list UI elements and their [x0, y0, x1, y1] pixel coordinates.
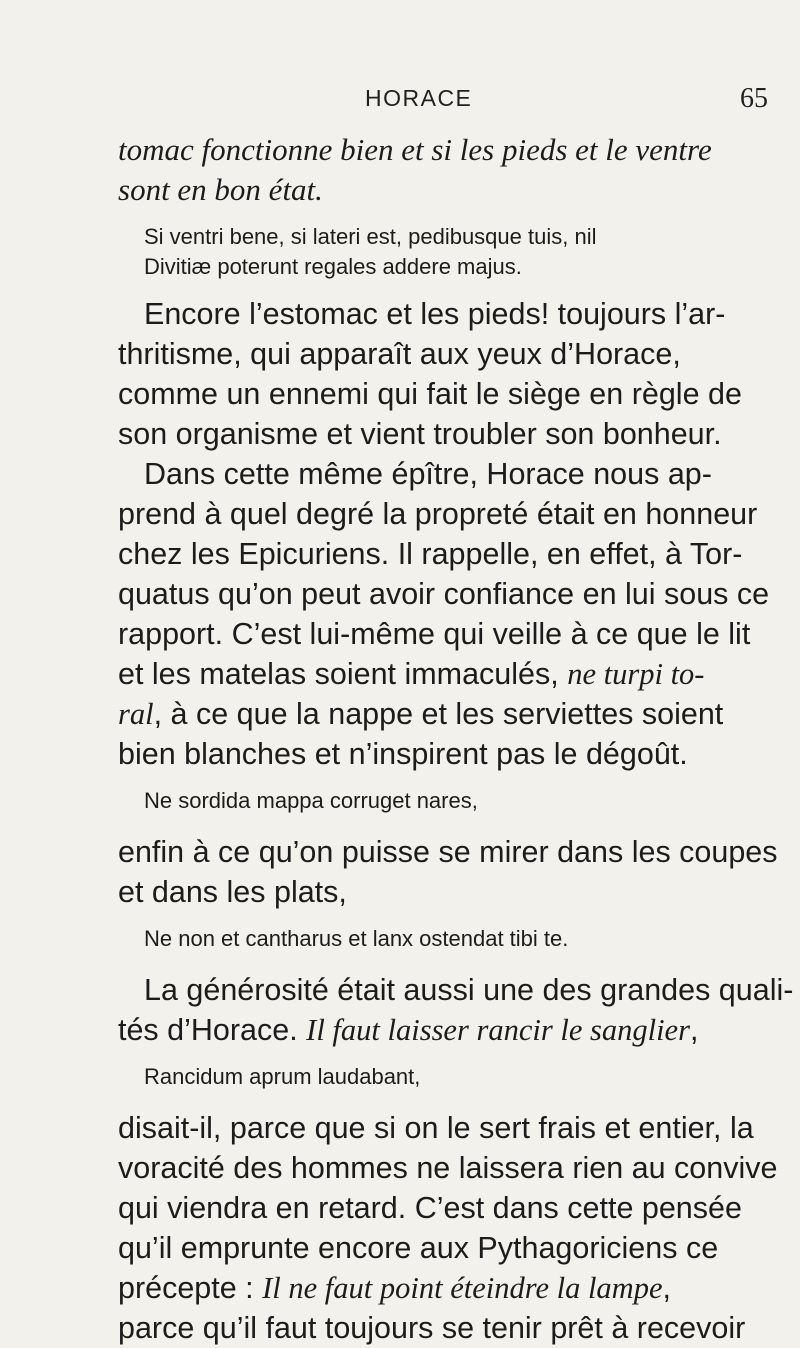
text-line: quatus qu’on peut avoir confiance en lui sous ce — [118, 577, 770, 611]
page-header — [0, 85, 800, 121]
text-line: enfin à ce qu’on puisse se mirer dans les coupes — [118, 835, 778, 869]
text-line: chez les Epicuriens. Il rappelle, en effet, à Tor- — [118, 537, 743, 571]
text-span: et les matelas soient immaculés, — [118, 657, 568, 691]
text-span: tés d’Horace. — [118, 1013, 307, 1047]
text-line: La générosité était aussi une des grandes quali- — [144, 973, 794, 1007]
text-span: , — [689, 1013, 699, 1047]
text-line: son organisme et vient troubler son bonheur. — [118, 417, 722, 451]
page-number: 65 — [740, 83, 768, 114]
text-line: tomac fonctionne bien et si les pieds et le ventre — [118, 132, 712, 167]
text-line: thritisme, qui apparaît aux yeux d’Horace, — [118, 337, 681, 371]
text-line: Encore l’estomac et les pieds! toujours l’ar- — [144, 297, 726, 331]
text-span: précepte : — [118, 1271, 263, 1305]
text-line: parce qu’il faut toujours se tenir prêt à recevoir — [118, 1311, 746, 1345]
text-span: , à ce que la nappe et les serviettes soient — [153, 697, 724, 731]
page-body — [118, 130, 794, 1348]
text-line: sont en bon état. — [118, 172, 323, 207]
italic-phrase: Il faut laisser rancir le sanglier — [306, 1013, 690, 1047]
text-line: disait-il, parce que si on le sert frais et entier, la — [118, 1111, 754, 1145]
text-line — [118, 654, 750, 694]
running-head: HORACE — [365, 85, 473, 111]
text-span: , — [662, 1271, 671, 1305]
text-line: rapport. C’est lui-même qui veille à ce que le lit — [118, 617, 751, 651]
text-line: bien blanches et n’inspirent pas le dégoût. — [118, 737, 688, 771]
italic-phrase: Il ne faut point éteindre la lampe — [262, 1271, 663, 1305]
latin-quote-line: Si ventri bene, si lateri est, pedibusque tuis, nil — [144, 224, 597, 249]
latin-phrase: ral — [118, 697, 154, 731]
text-line: voracité des hommes ne laissera rien au convive — [118, 1151, 778, 1185]
text-line: qui viendra en retard. C’est dans cette pensée — [118, 1191, 742, 1225]
latin-quote-line: Divitiæ poterunt regales addere majus. — [144, 254, 522, 279]
latin-quote-line: Ne sordida mappa corruget nares, — [144, 788, 478, 813]
latin-phrase: ne turpi to- — [567, 657, 705, 691]
text-line — [118, 1268, 750, 1308]
text-line: qu’il emprunte encore aux Pythagoriciens ce — [118, 1231, 719, 1265]
text-line — [118, 694, 750, 734]
latin-quote-line: Rancidum aprum laudabant, — [144, 1064, 421, 1089]
text-line — [118, 1010, 750, 1050]
latin-quote-line: Ne non et cantharus et lanx ostendat tibi te. — [144, 926, 569, 951]
text-line: comme un ennemi qui fait le siège en règle de — [118, 377, 742, 411]
text-line: prend à quel degré la propreté était en honneur — [118, 497, 758, 531]
text-line: et dans les plats, — [118, 875, 347, 909]
text-line: Dans cette même épître, Horace nous ap- — [144, 457, 712, 491]
